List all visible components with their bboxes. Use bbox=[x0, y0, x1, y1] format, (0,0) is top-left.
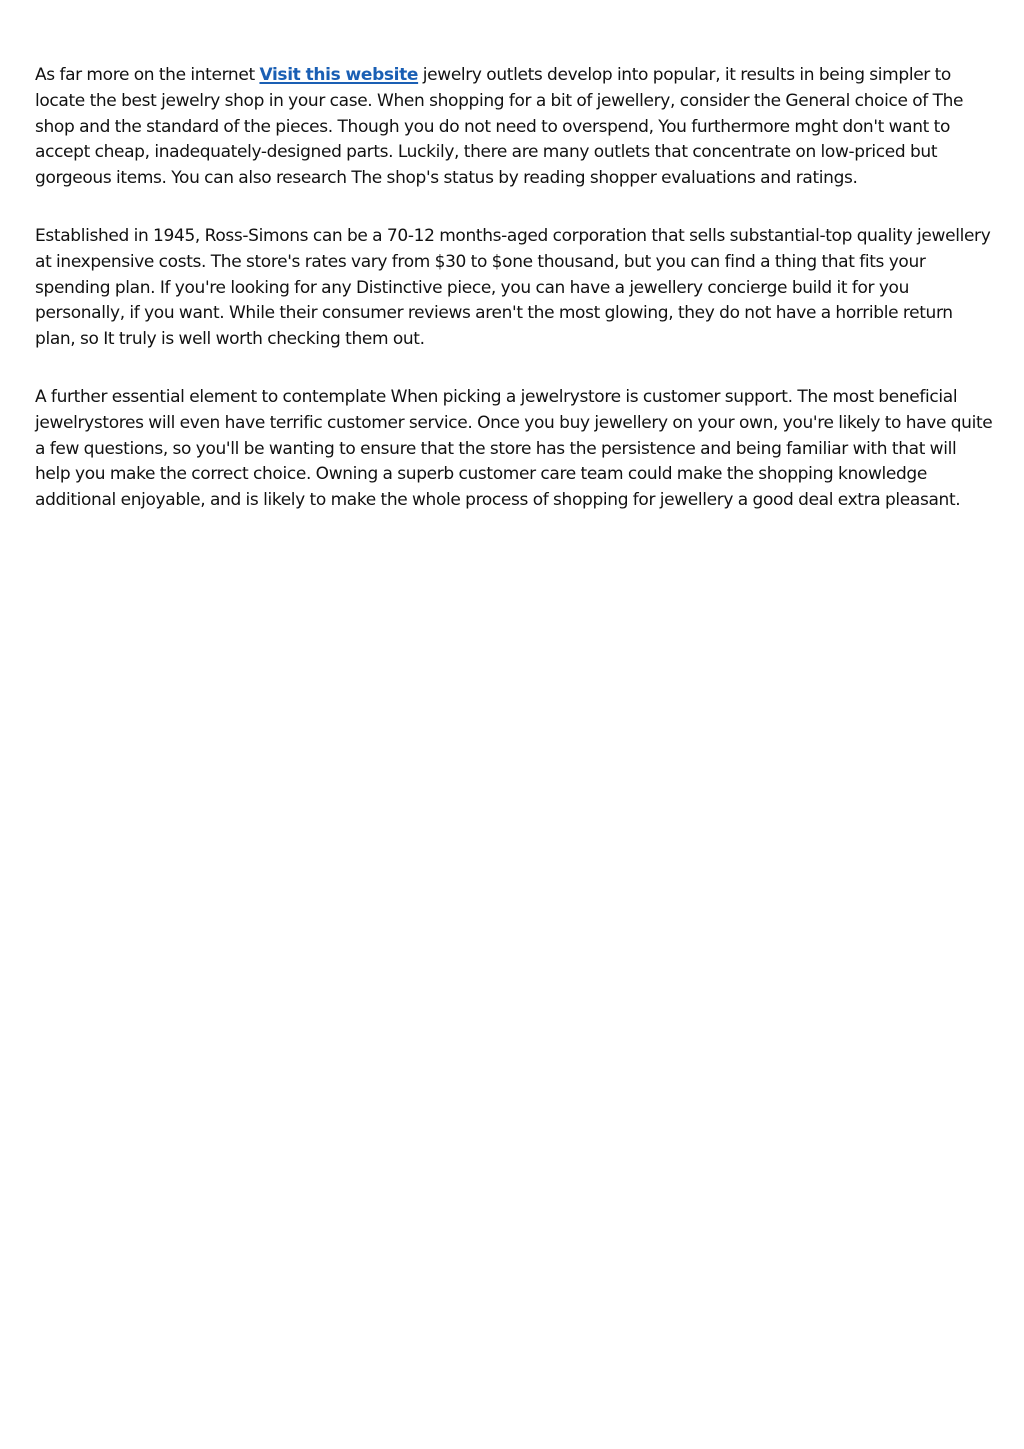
document-page bbox=[35, 63, 995, 546]
paragraph-ross-simons: Established in 1945, Ross-Simons can be a 70-12 months-aged corporation that sells substantial-top quality jewellery at inexpensive costs. The store's rates vary from $30 to $one thousand, but you can find a thing that fits your spending plan. If you're looking for any Distinctive piece, you can have a jewellery concierge build it for you personally, if you want. While their consumer reviews aren't the most glowing, they do not have a horrible return plan, so It truly is well worth checking them out. bbox=[35, 225, 991, 350]
paragraph-intro bbox=[35, 63, 995, 192]
paragraph-customer-support: A further essential element to contemplate When picking a jewelrystore is customer support. The most beneficial jewelrystores will even have terrific customer service. Once you buy jewellery on your own, you're likely to have quite a few questions, so you'll be wanting to ensure that the store has the persistence and being familiar with that will help you make the correct choice. Owning a superb customer care team could make the shopping knowledge additional enjoyable, and is likely to make the whole process of shopping for jewellery a good deal extra pleasant. bbox=[35, 386, 993, 511]
visit-website-link[interactable]: Visit this website bbox=[259, 65, 419, 85]
paragraph-intro-text-before: As far more on the internet bbox=[35, 65, 260, 85]
paragraph-intro-text-after: jewelry outlets develop into popular, it results in being simpler to locate the best jewelry shop in your case. When shopping for a bit of jewellery, consider the General choice of The shop and the standard of the pieces. Though you do not need to overspend, You furthermore mght don't want to accept cheap, inadequately-designed parts. Luckily, there are many outlets that concentrate on low-priced but gorgeous items. You can also research The shop's status by reading shopper evaluations and ratings. bbox=[35, 65, 964, 189]
